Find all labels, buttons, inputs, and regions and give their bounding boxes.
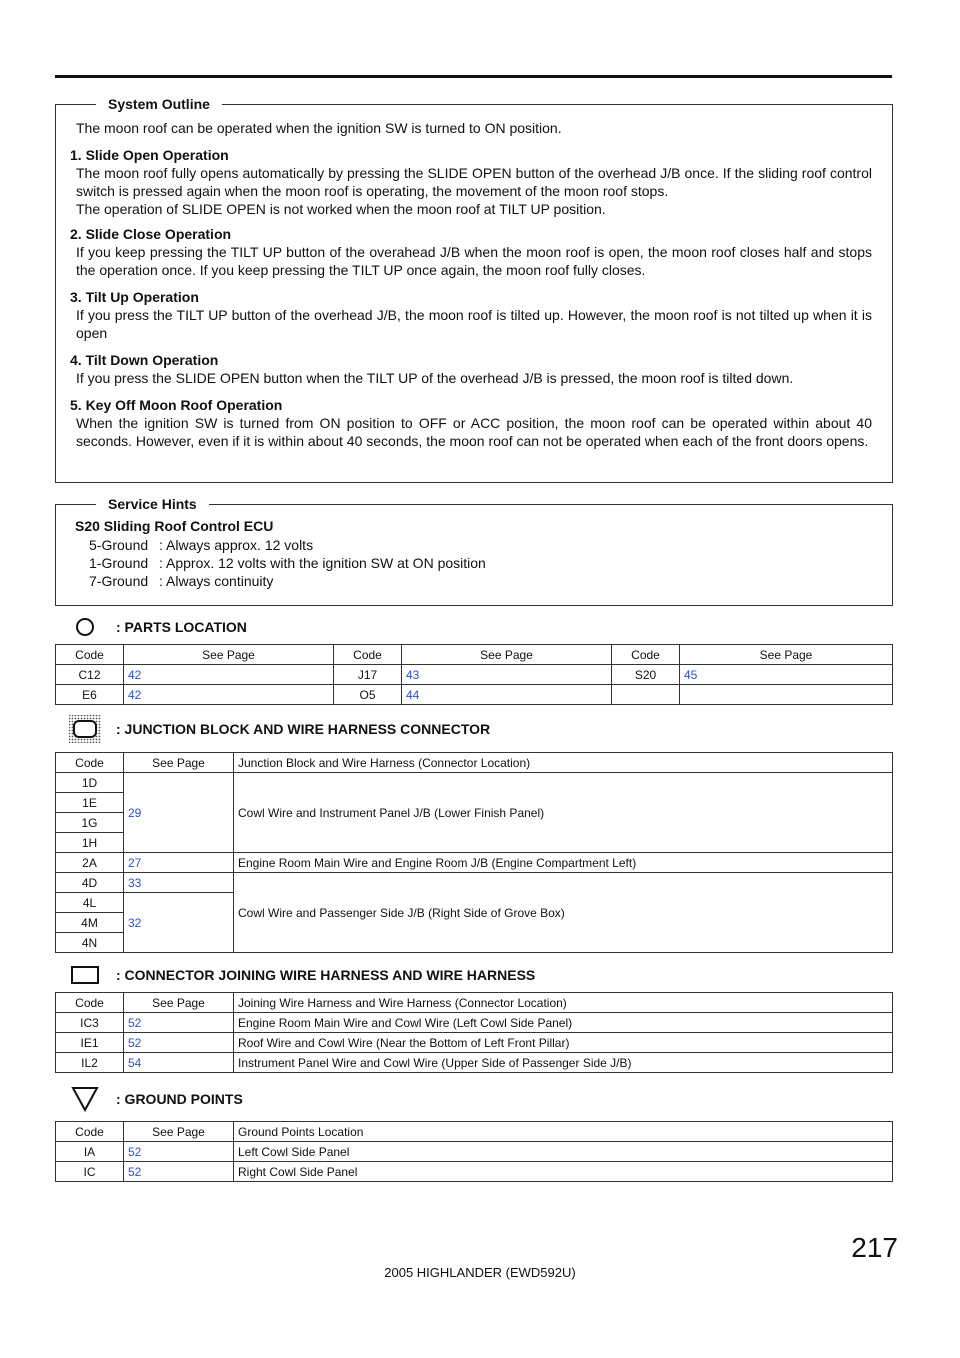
outline-intro: The moon roof can be operated when the ignition SW is turned to ON position. [76,120,562,136]
parts-location-label: : PARTS LOCATION [116,619,247,635]
page-link[interactable]: 52 [124,1033,234,1053]
service-hints-heading: S20 Sliding Roof Control ECU [75,518,274,534]
outline-heading-1: 1. Slide Open Operation [70,147,229,163]
table-row: 1E [56,793,893,813]
outline-heading-5: 5. Key Off Moon Roof Operation [70,397,283,413]
ground-legend [68,1084,243,1114]
table-header-row: Code See Page Ground Points Location [56,1122,893,1142]
page-link[interactable]: 42 [124,665,334,685]
rectangle-icon [68,960,102,990]
table-row: 4N [56,933,893,953]
table-row: IE1 52 Roof Wire and Cowl Wire (Near the Bottom of Left Front Pillar) [56,1033,893,1053]
ground-label: : GROUND POINTS [116,1091,243,1107]
table-row: IC3 52 Engine Room Main Wire and Cowl Wire (Left Cowl Side Panel) [56,1013,893,1033]
junction-label: : JUNCTION BLOCK AND WIRE HARNESS CONNECTOR [116,721,491,737]
parts-location-legend [68,612,247,642]
ground-table [55,1121,893,1182]
page-link[interactable]: 52 [124,1162,234,1182]
page-link[interactable]: 43 [402,665,612,685]
service-hints-title: Service Hints [96,495,209,513]
table-header-row: Code See Page Junction Block and Wire Harness (Connector Location) [56,753,893,773]
page-link[interactable]: 42 [124,685,334,705]
triangle-icon [68,1084,102,1114]
outline-heading-4: 4. Tilt Down Operation [70,352,219,368]
page-link[interactable]: 32 [124,893,234,953]
top-rule [55,75,892,78]
page-link[interactable]: 52 [124,1013,234,1033]
page-link[interactable]: 54 [124,1053,234,1073]
circle-icon [68,612,102,642]
outline-body-2: If you keep pressing the TILT UP button of the overahead J/B when the moon roof is open, the moon roof closes half and stops the operation once. If you keep pressing the TILT UP once again, the moon roof fully closes. [76,244,872,278]
hint-row: 1-Ground : Approx. 12 volts with the ignition SW at ON position [89,555,486,571]
table-row: C12 42 J17 43 S20 45 [56,665,893,685]
page-link[interactable]: 44 [402,685,612,705]
hint-row: 5-Ground : Always approx. 12 volts [89,537,314,553]
outline-body-1: The moon roof fully opens automatically by pressing the SLIDE OPEN button of the overhead J/B once. If the sliding roof control switch is pressed again when the moon roof is operating, the movement of the moon roof stops. The operation of SLIDE OPEN is not worked when the moon roof at TILT UP position. [76,165,872,217]
footer: 2005 HIGHLANDER (EWD592U) [384,1265,576,1280]
joining-label: : CONNECTOR JOINING WIRE HARNESS AND WIRE HARNESS [116,967,536,983]
page-link[interactable]: 52 [124,1142,234,1162]
parts-location-table [55,644,893,705]
outline-body-4: If you press the SLIDE OPEN button when the TILT UP of the overhead J/B is pressed, the moon roof is tilted down. [76,370,794,386]
page-number: 217 [851,1232,898,1263]
system-outline-box [55,96,893,483]
page-link[interactable]: 45 [680,665,893,685]
table-row: 4M [56,913,893,933]
table-row: IL2 54 Instrument Panel Wire and Cowl Wire (Upper Side of Passenger Side J/B) [56,1053,893,1073]
page-link[interactable]: 27 [124,853,234,873]
outline-heading-2: 2. Slide Close Operation [70,226,232,242]
table-row: 4L 32 [56,893,893,913]
junction-block-icon [68,714,102,744]
junction-legend [68,714,490,744]
table-row: E6 42 O5 44 [56,685,893,705]
page-link[interactable]: 33 [124,873,234,893]
outline-heading-3: 3. Tilt Up Operation [70,289,199,305]
table-header-row: Code See Page Joining Wire Harness and Wire Harness (Connector Location) [56,993,893,1013]
table-row: IC 52 Right Cowl Side Panel [56,1162,893,1182]
table-row: 1H [56,833,893,853]
service-hints-box [55,496,893,606]
system-outline-title: System Outline [96,95,222,113]
junction-table [55,752,893,953]
page-link[interactable]: 29 [124,773,234,853]
table-header-row: Code See Page Code See Page Code See Page [56,645,893,665]
table-row: 2A 27 Engine Room Main Wire and Engine Room J/B (Engine Compartment Left) [56,853,893,873]
table-row: 1D 29 Cowl Wire and Instrument Panel J/B (Lower Finish Panel) [56,773,893,793]
joining-legend [68,960,535,990]
table-row: IA 52 Left Cowl Side Panel [56,1142,893,1162]
outline-body-3: If you press the TILT UP button of the overhead J/B, the moon roof is tilted up. However, the moon roof is not tilted up when it is open [76,307,872,341]
table-row: 1G [56,813,893,833]
outline-body-5: When the ignition SW is turned from ON position to OFF or ACC position, the moon roof can be operated within about 40 seconds. However, even if it is within about 40 seconds, the moon roof can not be operated when each of the front doors opens. [76,415,872,449]
table-row: 4D 33 Cowl Wire and Passenger Side J/B (Right Side of Grove Box) [56,873,893,893]
hint-row: 7-Ground : Always continuity [89,573,274,589]
joining-table [55,992,893,1073]
